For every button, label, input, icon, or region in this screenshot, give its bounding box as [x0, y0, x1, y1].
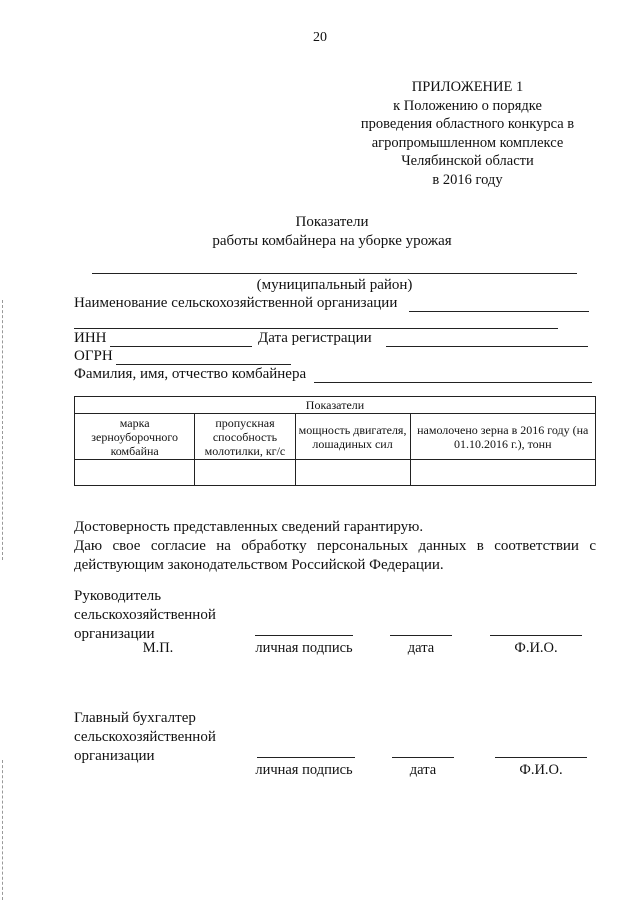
- inn-field-line[interactable]: [110, 346, 252, 347]
- role-line: Главный бухгалтер: [74, 710, 196, 726]
- combiner-name-label: Фамилия, имя, отчество комбайнера: [74, 366, 307, 382]
- table-column-header: мощность двигателя, лошадиных сил: [295, 414, 410, 460]
- appendix-line: ПРИЛОЖЕНИЕ 1: [411, 79, 524, 95]
- date-caption: дата: [409, 762, 437, 778]
- guarantee-statement: Достоверность представленных сведений гарантирую.: [74, 519, 424, 535]
- registration-date-field-line[interactable]: [386, 346, 588, 347]
- role-line: сельскохозяйственной: [74, 729, 216, 745]
- stamp-label: М.П.: [142, 640, 174, 656]
- page-number: 20: [313, 30, 327, 45]
- organization-field-line-2[interactable]: [74, 328, 558, 329]
- organization-field-line[interactable]: [409, 311, 589, 312]
- scan-edge: [2, 300, 4, 560]
- organization-label: Наименование сельскохозяйственной организации: [74, 295, 398, 311]
- appendix-line: Челябинской области: [401, 153, 534, 169]
- table-group-header: Показатели: [75, 397, 596, 414]
- form-title: [0, 213, 640, 250]
- district-caption: (муниципальный район): [256, 277, 413, 293]
- inn-label: ИНН: [74, 330, 107, 346]
- signature-caption: личная подпись: [255, 762, 353, 778]
- signature-role: [74, 709, 216, 766]
- title-line: Показатели: [295, 214, 369, 230]
- role-line: сельскохозяйственной: [74, 607, 216, 623]
- indicators-table: [74, 396, 596, 486]
- title-line: работы комбайнера на уборке урожая: [212, 232, 452, 249]
- appendix-line: агропромышленном комплексе: [371, 134, 564, 151]
- district-field-line[interactable]: [92, 273, 577, 274]
- table-column-header: намолочено зерна в 2016 году (на 01.10.2016 г.), тонн: [410, 414, 596, 460]
- full-name-caption: Ф.И.О.: [514, 640, 558, 656]
- table-cell[interactable]: [295, 460, 410, 486]
- role-line: организации: [74, 626, 155, 642]
- scan-edge: [2, 760, 4, 900]
- table-column-header: пропускная способность молотилки, кг/с: [195, 414, 295, 460]
- role-line: Руководитель: [74, 588, 162, 604]
- ogrn-label: ОГРН: [74, 348, 113, 364]
- combiner-name-field-line[interactable]: [314, 382, 592, 383]
- registration-date-label: Дата регистрации: [258, 330, 372, 346]
- appendix-block: [340, 78, 595, 189]
- signature-role: [74, 587, 216, 644]
- signature-line[interactable]: [257, 757, 355, 758]
- table-cell[interactable]: [195, 460, 295, 486]
- date-line[interactable]: [390, 635, 452, 636]
- role-line: организации: [74, 748, 155, 764]
- table-cell[interactable]: [410, 460, 596, 486]
- full-name-caption: Ф.И.О.: [519, 762, 563, 778]
- signature-caption: личная подпись: [255, 640, 353, 656]
- table-column-header: марка зерноуборочного комбайна: [75, 414, 195, 460]
- table-cell[interactable]: [75, 460, 195, 486]
- date-line[interactable]: [392, 757, 454, 758]
- signature-line[interactable]: [255, 635, 353, 636]
- ogrn-field-line[interactable]: [116, 364, 291, 365]
- date-caption: дата: [407, 640, 435, 656]
- table-row: [75, 460, 596, 486]
- appendix-line: проведения областного конкурса в: [360, 116, 575, 132]
- appendix-line: в 2016 году: [432, 171, 503, 188]
- full-name-line[interactable]: [495, 757, 587, 758]
- full-name-line[interactable]: [490, 635, 582, 636]
- consent-statement: Даю свое согласие на обработку персональных данных в соответствии с действующим законодательством Российской Федерации.: [74, 538, 596, 573]
- appendix-line: к Положению о порядке: [393, 97, 542, 114]
